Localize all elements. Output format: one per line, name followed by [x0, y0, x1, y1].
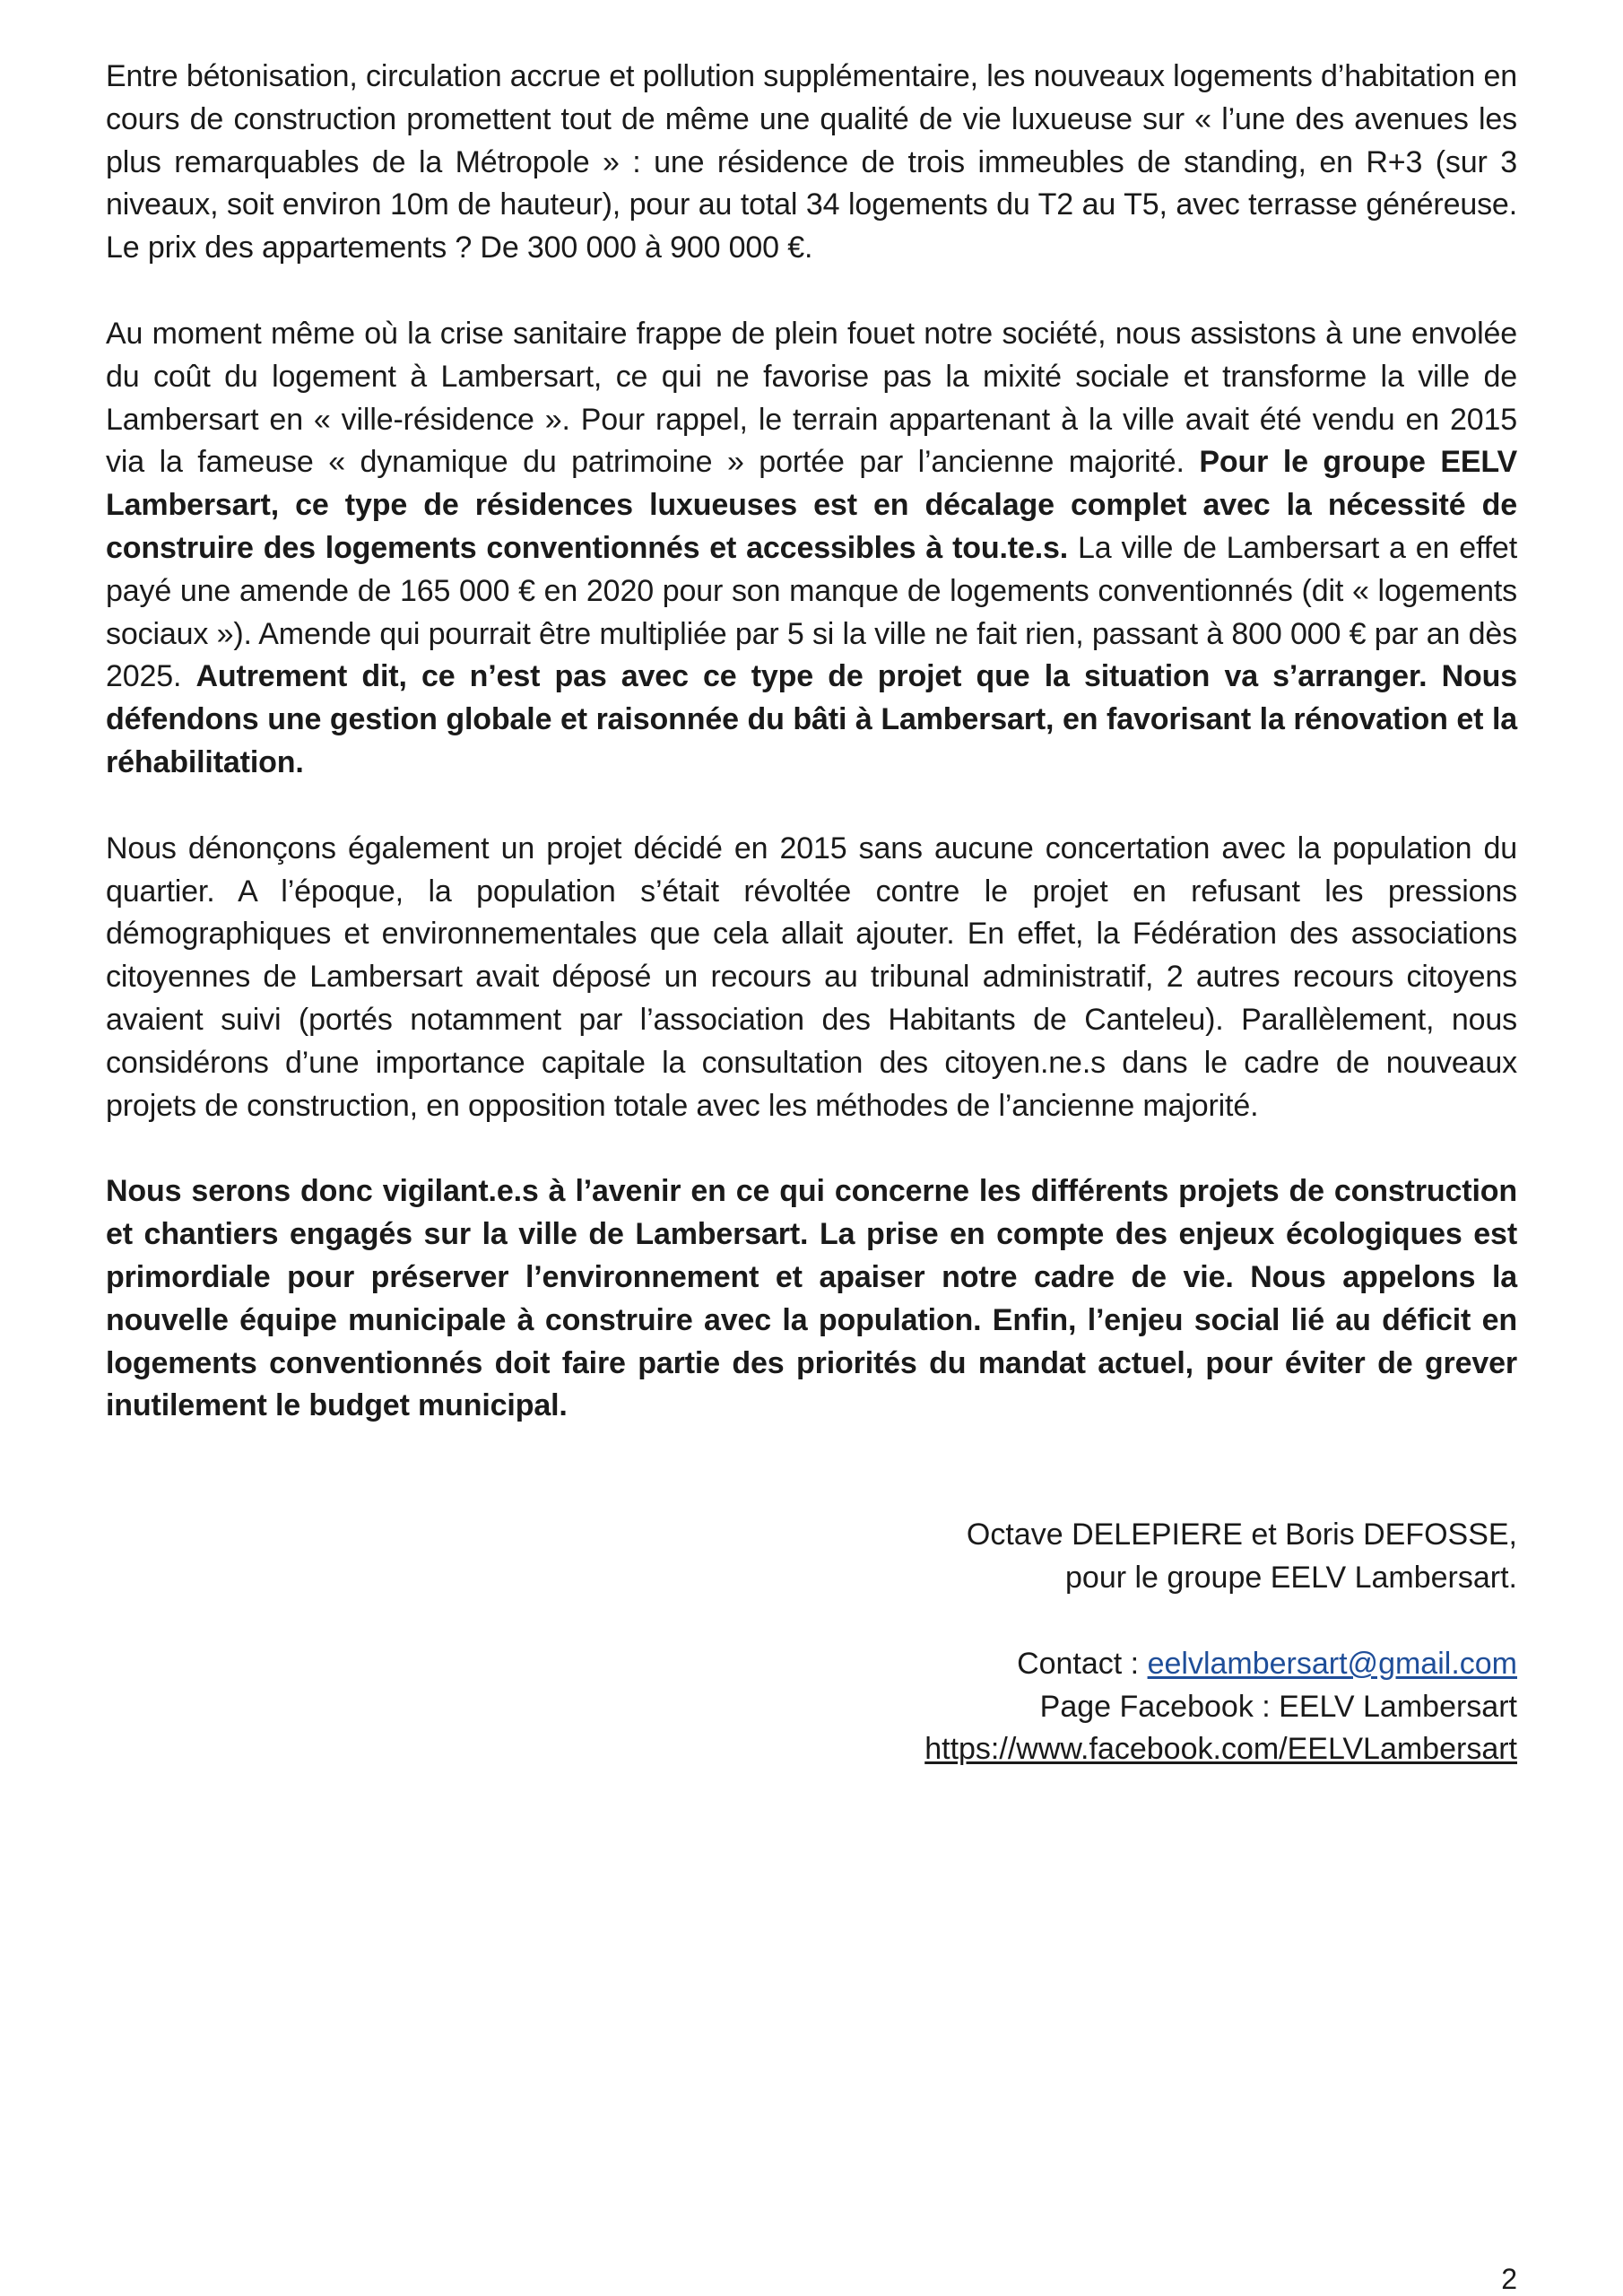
- signature-block: [967, 1514, 1517, 1599]
- signature-names: Octave DELEPIERE et Boris DEFOSSE,: [966, 1518, 1517, 1552]
- paragraph-4: [106, 1170, 1517, 1428]
- contact-block: [924, 1643, 1517, 1771]
- contact-label: Contact :: [1017, 1647, 1148, 1681]
- bold-text-segment: Pour le groupe EELV Lambersart, ce type de résidences luxueuses est en décalage complet avec la nécessité de construire des logements conventionnés et accessibles à tou.te.s.: [106, 445, 1517, 565]
- signature-group: pour le groupe EELV Lambersart.: [1065, 1560, 1517, 1595]
- text-segment: Entre bétonisation, circulation accrue et pollution supplémentaire, les nouveaux logements d’habitation en cours de construction promettent tout de même une qualité de vie luxueuse sur « l’une des avenues les plus remarquables de la Métropole » : une résidence de trois immeubles de standing, en R+3 (sur 3 niveaux, soit environ 10m de hauteur), pour au total 34 logements du T2 au T5, avec terrasse généreuse. Le prix des appartements ? De 300 000 à 900 000 €.: [106, 59, 1517, 265]
- page-number: 2: [1501, 2263, 1517, 2295]
- email-link[interactable]: eelvlambersart@gmail.com: [1147, 1647, 1517, 1681]
- facebook-url-link[interactable]: https://www.facebook.com/EELVLambersart: [924, 1732, 1517, 1766]
- text-segment: La ville de Lambersart a en effet payé une amende de 165 000 € en 2020 pour son manque de logements conventionnés (dit « logements sociaux »). Amende qui pourrait être multipliée par 5 si la ville ne fait rien, passant à 800 000 € par an dès 2025.: [106, 530, 1517, 694]
- document-body: [106, 56, 1517, 1428]
- paragraph-1: [106, 56, 1517, 270]
- paragraph-2: [106, 313, 1517, 785]
- bold-text-segment: Autrement dit, ce n’est pas avec ce type de projet que la situation va s’arranger. Nous défendons une gestion globale et raisonnée du bâti à Lambersart, en favorisant la rénovation et la réhabilitation.: [106, 659, 1517, 779]
- bold-text-segment: Nous serons donc vigilant.e.s à l’avenir en ce qui concerne les différents projets de construction et chantiers engagés sur la ville de Lambersart. La prise en compte des enjeux écologiques est primordiale pour préserver l’environnement et apaiser notre cadre de vie. Nous appelons la nouvelle équipe municipale à construire avec la population. Enfin, l’enjeu social lié au déficit en logements conventionnés doit faire partie des priorités du mandat actuel, pour éviter de grever inutilement le budget municipal.: [106, 1174, 1517, 1423]
- contact-line: [924, 1643, 1517, 1686]
- text-segment: Nous dénonçons également un projet décidé en 2015 sans aucune concertation avec la population du quartier. A l’époque, la population s’était révoltée contre le projet en refusant les pressions démographiques et environnementales que cela allait ajouter. En effet, la Fédération des associations citoyennes de Lambersart avait déposé un recours au tribunal administratif, 2 autres recours citoyens avaient suivi (portés notamment par l’association des Habitants de Canteleu). Parallèlement, nous considérons d’une importance capitale la consultation des citoyen.ne.s dans le cadre de nouveaux projets de construction, en opposition totale avec les méthodes de l’ancienne majorité.: [106, 831, 1517, 1123]
- facebook-page-line: Page Facebook : EELV Lambersart: [1039, 1689, 1517, 1724]
- paragraph-3: [106, 828, 1517, 1128]
- text-segment: Au moment même où la crise sanitaire frappe de plein fouet notre société, nous assistons à une envolée du coût du logement à Lambersart, ce qui ne favorise pas la mixité sociale et transforme la ville de Lambersart en « ville-résidence ». Pour rappel, le terrain appartenant à la ville avait été vendu en 2015 via la fameuse « dynamique du patrimoine » portée par l’ancienne majorité.: [106, 316, 1517, 480]
